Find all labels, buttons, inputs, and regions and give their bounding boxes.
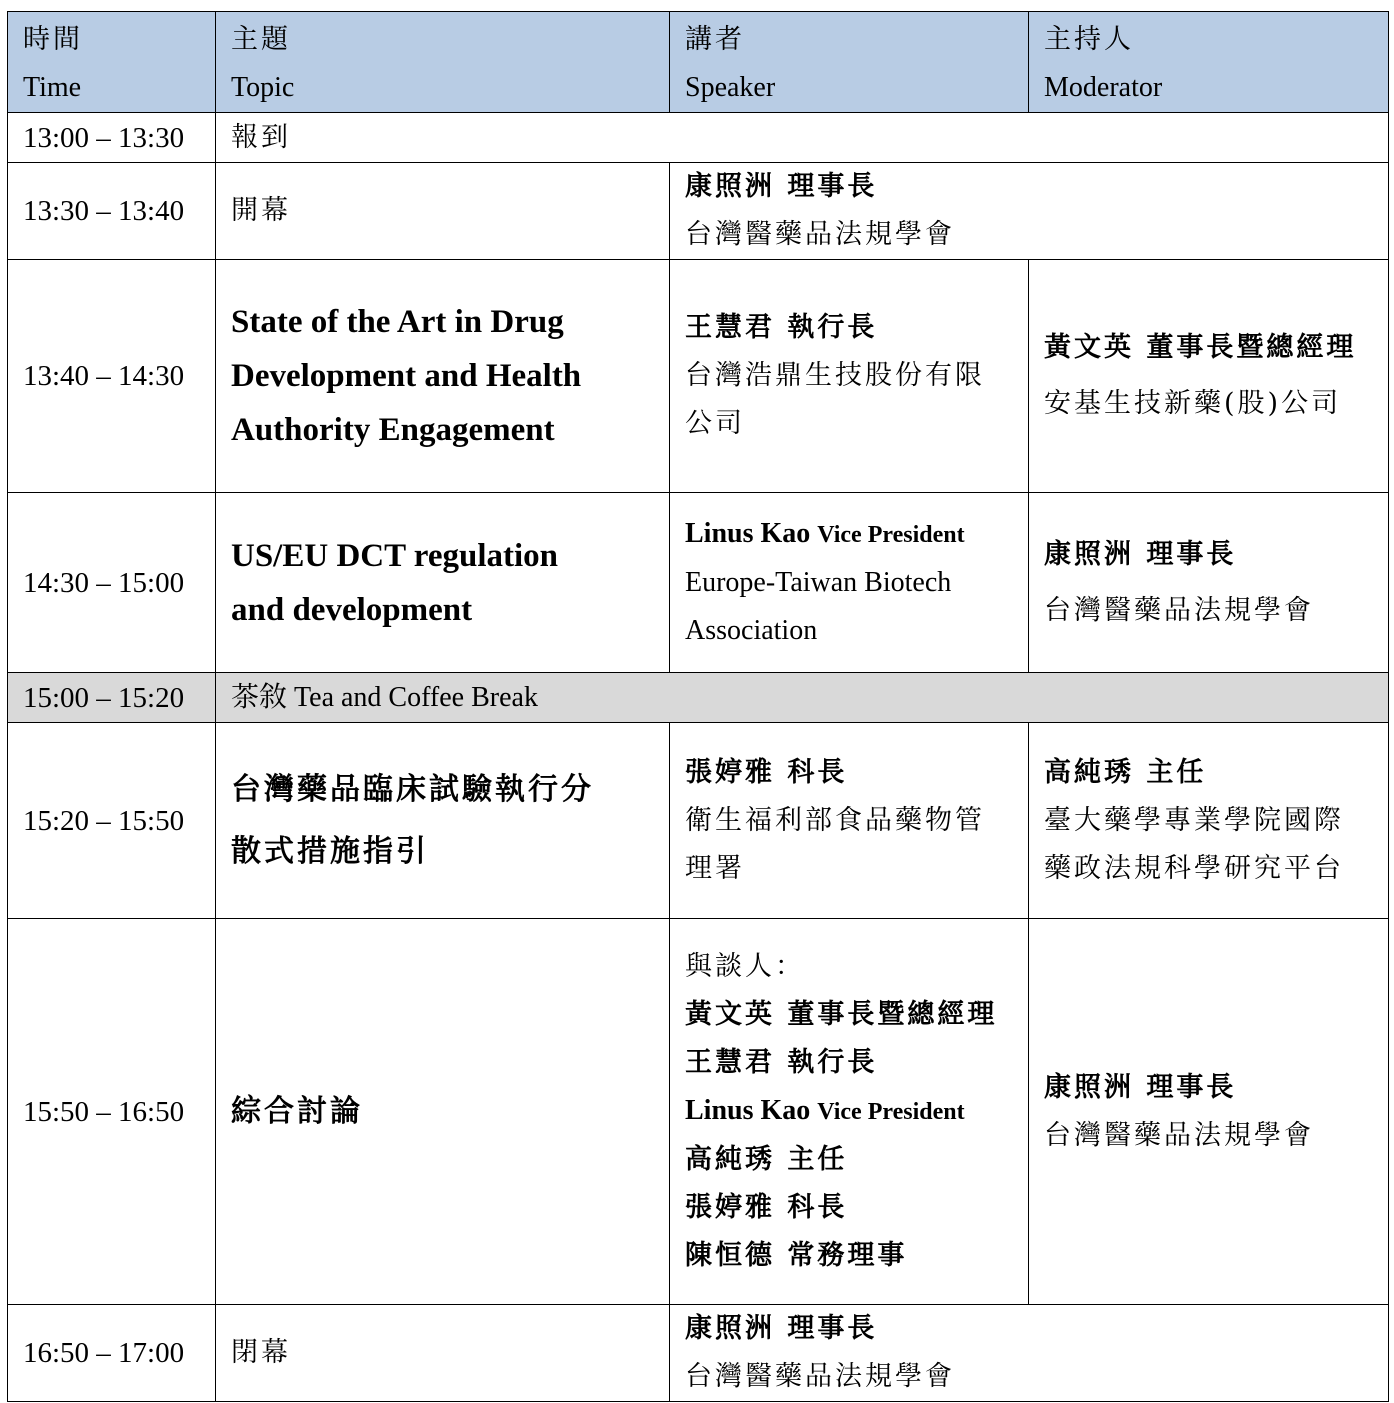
speaker-title: Vice President xyxy=(817,522,965,548)
speaker-cell xyxy=(670,260,1029,493)
header-moderator-en: Moderator xyxy=(1044,72,1163,103)
time-cell: 15:50 – 16:50 xyxy=(8,919,216,1305)
table-row xyxy=(8,723,1389,919)
moderator-org: 安基生技新藥(股)公司 xyxy=(1044,388,1342,419)
moderator-name: 高純琇 主任 xyxy=(1044,756,1207,788)
header-speaker xyxy=(670,12,1029,113)
panelist: 黃文英 董事長暨總經理 xyxy=(685,999,998,1030)
topic-line: US/EU DCT regulation xyxy=(231,537,559,574)
header-topic xyxy=(216,12,670,113)
time-cell: 13:00 – 13:30 xyxy=(8,113,216,163)
moderator-cell xyxy=(1029,493,1389,673)
panelist: 王慧君 執行長 xyxy=(685,1047,878,1078)
topic-cell: 綜合討論 xyxy=(216,919,670,1305)
panel-label: 與談人： xyxy=(685,951,805,982)
moderator-name: 康照洲 理事長 xyxy=(1044,1071,1237,1103)
topic-line: State of the Art in Drug xyxy=(231,304,564,340)
speaker-cell xyxy=(670,1305,1389,1402)
speaker-cell xyxy=(670,919,1029,1305)
speaker-org: 理署 xyxy=(685,852,745,884)
topic-line: Authority Engagement xyxy=(231,412,555,448)
time-cell: 13:30 – 13:40 xyxy=(8,163,216,260)
time-cell: 15:00 – 15:20 xyxy=(8,673,216,723)
agenda-table xyxy=(7,11,1389,1402)
time-cell: 16:50 – 17:00 xyxy=(8,1305,216,1402)
speaker-org: Association xyxy=(685,615,818,646)
topic-line: 台灣藥品臨床試驗執行分 xyxy=(231,771,594,807)
moderator-cell xyxy=(1029,919,1389,1305)
moderator-cell xyxy=(1029,260,1389,493)
speaker-org: 台灣醫藥品法規學會 xyxy=(685,1361,955,1392)
header-time-zh: 時間 xyxy=(23,24,83,55)
panelist: 陳恒德 常務理事 xyxy=(685,1240,908,1271)
table-row xyxy=(8,163,1389,260)
table-row xyxy=(8,260,1389,493)
speaker-cell xyxy=(670,723,1029,919)
moderator-name: 康照洲 理事長 xyxy=(1044,538,1237,570)
time-cell: 14:30 – 15:00 xyxy=(8,493,216,673)
header-row xyxy=(8,12,1389,113)
speaker-name: 張婷雅 科長 xyxy=(685,756,848,788)
topic-cell xyxy=(216,723,670,919)
panelist: 高純琇 主任 xyxy=(685,1144,848,1175)
speaker-org: Europe-Taiwan Biotech xyxy=(685,567,952,598)
topic-line: and development xyxy=(231,591,473,628)
moderator-org: 台灣醫藥品法規學會 xyxy=(1044,1119,1314,1151)
header-topic-en: Topic xyxy=(231,72,295,103)
topic-cell: 茶敘 Tea and Coffee Break xyxy=(216,673,1389,723)
speaker-org: 公司 xyxy=(685,408,745,439)
table-row xyxy=(8,1305,1389,1402)
topic-cell: 閉幕 xyxy=(216,1305,670,1402)
table-row xyxy=(8,113,1389,163)
header-time-en: Time xyxy=(23,72,82,103)
panelist-title: Vice President xyxy=(817,1099,965,1125)
speaker-name-line xyxy=(685,510,1028,559)
table-row xyxy=(8,919,1389,1305)
speaker-org: 台灣浩鼎生技股份有限 xyxy=(685,360,985,391)
moderator-org: 台灣醫藥品法規學會 xyxy=(1044,594,1314,626)
speaker-org: 衛生福利部食品藥物管 xyxy=(685,804,985,836)
moderator-cell xyxy=(1029,723,1389,919)
time-cell: 15:20 – 15:50 xyxy=(8,723,216,919)
speaker-cell xyxy=(670,493,1029,673)
header-topic-zh: 主題 xyxy=(231,24,291,55)
moderator-org: 藥政法規科學研究平台 xyxy=(1044,852,1344,884)
time-cell: 13:40 – 14:30 xyxy=(8,260,216,493)
header-speaker-en: Speaker xyxy=(685,72,776,103)
speaker-name: 康照洲 理事長 xyxy=(685,171,878,202)
speaker-name: 王慧君 執行長 xyxy=(685,312,878,343)
panelist-name: Linus Kao xyxy=(685,1095,811,1126)
topic-cell xyxy=(216,493,670,673)
moderator-org: 臺大藥學專業學院國際 xyxy=(1044,804,1344,836)
speaker-cell xyxy=(670,163,1389,260)
speaker-name: Linus Kao xyxy=(685,518,811,549)
header-speaker-zh: 講者 xyxy=(685,24,745,55)
topic-cell: 報到 xyxy=(216,113,1389,163)
table-row xyxy=(8,493,1389,673)
table-row xyxy=(8,673,1389,723)
topic-cell xyxy=(216,260,670,493)
panelist xyxy=(685,1087,1028,1136)
header-moderator-zh: 主持人 xyxy=(1044,24,1134,55)
moderator-name: 黃文英 董事長暨總經理 xyxy=(1044,332,1357,363)
topic-cell: 開幕 xyxy=(216,163,670,260)
topic-line: 散式措施指引 xyxy=(231,833,429,869)
header-moderator xyxy=(1029,12,1389,113)
speaker-org: 台灣醫藥品法規學會 xyxy=(685,219,955,250)
header-time xyxy=(8,12,216,113)
speaker-name: 康照洲 理事長 xyxy=(685,1313,878,1344)
topic-line: Development and Health xyxy=(231,358,582,394)
panelist: 張婷雅 科長 xyxy=(685,1192,848,1223)
